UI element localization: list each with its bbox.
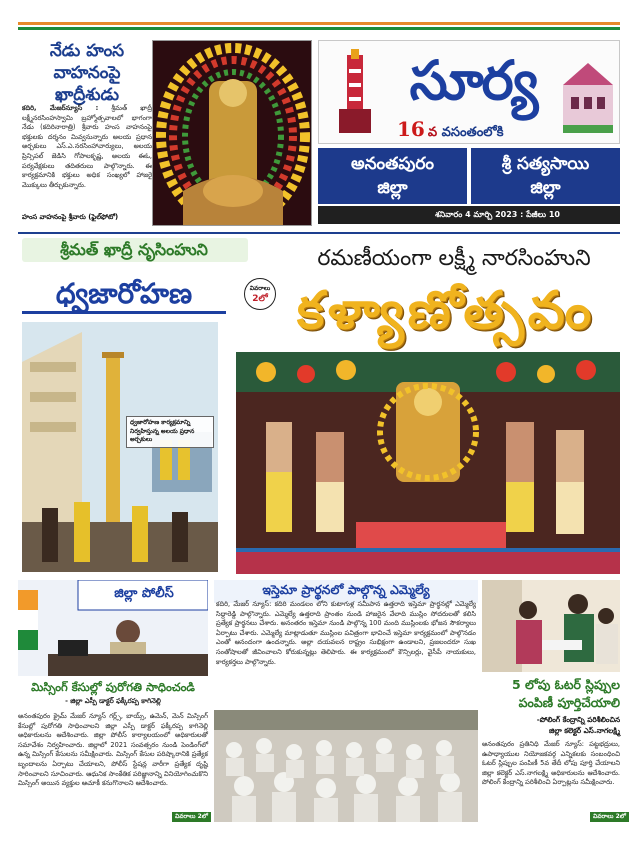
police-meeting-photo	[18, 580, 208, 676]
flagpole-photo-caption: ధ్వజారోహణ కార్యక్రమాన్ని నిర్వహిస్తున్న అలయ ప్రధాన అర్చకులు	[126, 416, 214, 448]
voter-slips-body: అనంతపురం ప్రతినిధి మేజర్ న్యూస్: పట్టభద్రులు, ఉపాధ్యాయుల నియోజకవర్గ ఎన్నికలకు సంబంధించి ఓటర్ స్లిప్పుల పంపిణీ 5వ తేదీ లోపు పూర్తి చేయాలని జిల్లా కలెక్టర్ ఎస్.నాగలక్ష్మి అధికారులను ఆదేశించారు. పోలింగ్ కేంద్రాన్ని పరిశీలించి ఏర్పాట్లను సమీక్షించారు.	[482, 740, 620, 787]
masthead	[318, 40, 620, 226]
ijtema-body: కదిరి, మేజర్ న్యూస్: కదిరి మండలం లోని కుటాగుళ్ల సమీపాన ఉత్తరాది ఇస్తెమా ప్రార్థనల్లో ఎమ్మెల్యే సిద్దారెడ్డి పాల్గొన్నారు. ఎమ్మెల్యే ఉత్తరాది ప్రాంతం నుండి హాజరైన వేలాది ముస్లిం సోదరులతో కలిసి ప్రత్యేక ప్రార్థనలు చేశారు. అనంతరం ఇస్తెమా నుండి పాల్గొన్న 100 మంది ముస్లింలకు భోజన సౌకర్యాలు ఏర్పాటు చేశారు. ఎమ్మెల్యే మాట్లాడుతూ ముస్లింల పవిత్రంగా భావించే ఇస్తెమా కార్యక్రమంలో పాల్గొనడం ఎంతో ఆనందంగా ఉందన్నారు. అల్లా దయవలన రాష్ట్రం సుభిక్షంగా ఉండాలని, ప్రజలందరూ సుఖ సంతోషాలతో జీవించాలని కోరుకున్నట్లు తెలిపారు. ఈ కార్యక్రమంలో కౌన్సిలర్లు, వైసీపీ నాయకులు, కార్యకర్తలు పాల్గొన్నారు.	[216, 600, 476, 666]
police-banner-text: జిల్లా పోలీస్	[114, 586, 174, 601]
voter-slips-headline: 5 లోపు ఓటర్ స్లిప్పుల పంపిణీ పూర్తిచేయాలి	[511, 677, 620, 710]
voter-slips-subhead: -పోలింగ్ కేంద్రాన్ని పరిశీలించిన జిల్లా కలెక్టర్ ఎస్.నాగలక్ష్మి	[536, 715, 620, 735]
top-stripe	[18, 22, 620, 32]
feature-headline-top: రమణీయంగా లక్ష్మీ నారసింహుని	[317, 246, 591, 271]
kalyanotsavam-photo	[236, 352, 620, 574]
top-story-caption: హంస వాహనంపై శ్రీవారు (ఫైల్‌ఫోటో)	[22, 213, 119, 221]
building-icon	[559, 55, 617, 133]
ijtema-photo	[214, 710, 478, 822]
details-badge: వివరాలు 2లో	[244, 278, 276, 310]
top-story-body: కదిరి, మేజర్‌న్యూస్‌ : శ్రీమత్ ఖాద్రీ లక్ష్మీనరసింహస్వామి బ్రహ్మోత్సవాలలో భాగంగా నేడు (కదిరినారాత్రి) శ్రీవారు హంస వాహనంపై భక్తులకు దర్శనం మివ్వనున్నారు అలయ ప్రధాన అర్చకులు ఎస్.ఎ.నరసింహాచార్యులు, అలయ ప్రిన్సిపల్ జెడిసి గోపాలకృష్ణ, అలయ ఈఓ, పర్యవేక్షకులు తదితరులు పాల్గొన్నారు. ఈ కార్యక్రమానికి భక్తులు అధిక సంఖ్యలో హాజరై మొక్కులు తీర్చుకున్నారు.	[22, 104, 152, 189]
missing-cases-body: అనంతపురం క్రైమ్ మేజర్ న్యూస్ గర్ల్స్, బాయ్స్, ఉమెన్, మెన్ మిస్సింగ్ కేసుల్లో పురోగతి సాధించాలని జిల్లా ఎస్పీ డాక్టర్ ఫక్కీరప్ప కాగినెల్లి అధికారులను ఆదేశించారు. జిల్లా పోలీస్ కార్యాలయంలో అధికారులతో సమావేశం నిర్వహించారు. జిల్లాలో 2021 సంవత్సరం నుండి పెండింగ్‌లో ఉన్న మిస్సింగ్ కేసులను సమీక్షించారు. మిస్సింగ్ కేసుల పరిష్కారానికి ప్రత్యేక బృందాలను ఏర్పాటు చేయాలని, పోలీస్ స్టేషన్ల వారీగా ప్రత్యేక దృష్టి సారించాలని సూచించారు. ఆధునిక సాంకేతిక పరిజ్ఞానాన్ని వినియోగించుకొని మిస్సింగ్ అయిన వ్యక్తుల ఆచూకీ కనుగొనాలని ఆదేశించారు.	[18, 712, 208, 788]
district-anantapur: అనంతపురం జిల్లా	[318, 148, 467, 204]
district-sathyasai: శ్రీ సత్యసాయి జిల్లా	[471, 148, 620, 204]
missing-cases-more: వివరాలు 2లో	[172, 812, 211, 822]
missing-cases-subhead: - జిల్లా ఎస్పీ డాక్టర్ ఫక్కీరప్ప కాగినెల్లి	[65, 697, 161, 705]
newspaper-name: సూర్య	[409, 48, 537, 112]
top-story-headline: నేడు హంస వాహనంపై ఖాద్రీశుడు	[49, 41, 125, 105]
masthead-logo-box	[318, 40, 620, 144]
feature-kicker: శ్రీమత్ ఖాద్రీ నృసింహుని	[60, 240, 208, 259]
feature-section	[18, 232, 620, 572]
edition-dateline: శనివారం 4 మార్చి 2023 : పేజీలు 10	[318, 206, 620, 224]
missing-cases-headline: మిస్సింగ్ కేసుల్లో పురోగతి సాధించండి	[31, 680, 195, 694]
anniversary-label: 16 వ వసంతంలోకి	[397, 117, 504, 141]
collector-inspection-photo	[482, 580, 620, 672]
voter-slips-more: వివరాలు 2లో	[590, 812, 629, 822]
dhwajarohana-heading: ధ్వజారోహణ	[22, 274, 226, 314]
feature-headline-big: కళ్యాణోత్సవం	[296, 280, 596, 341]
deity-photo	[152, 40, 312, 226]
tower-icon	[327, 49, 383, 137]
district-banner	[318, 148, 620, 204]
ijtema-headline: ఇస్తెమా ప్రార్థనలో పాల్గొన్న ఎమ్మెల్యే	[214, 580, 478, 603]
